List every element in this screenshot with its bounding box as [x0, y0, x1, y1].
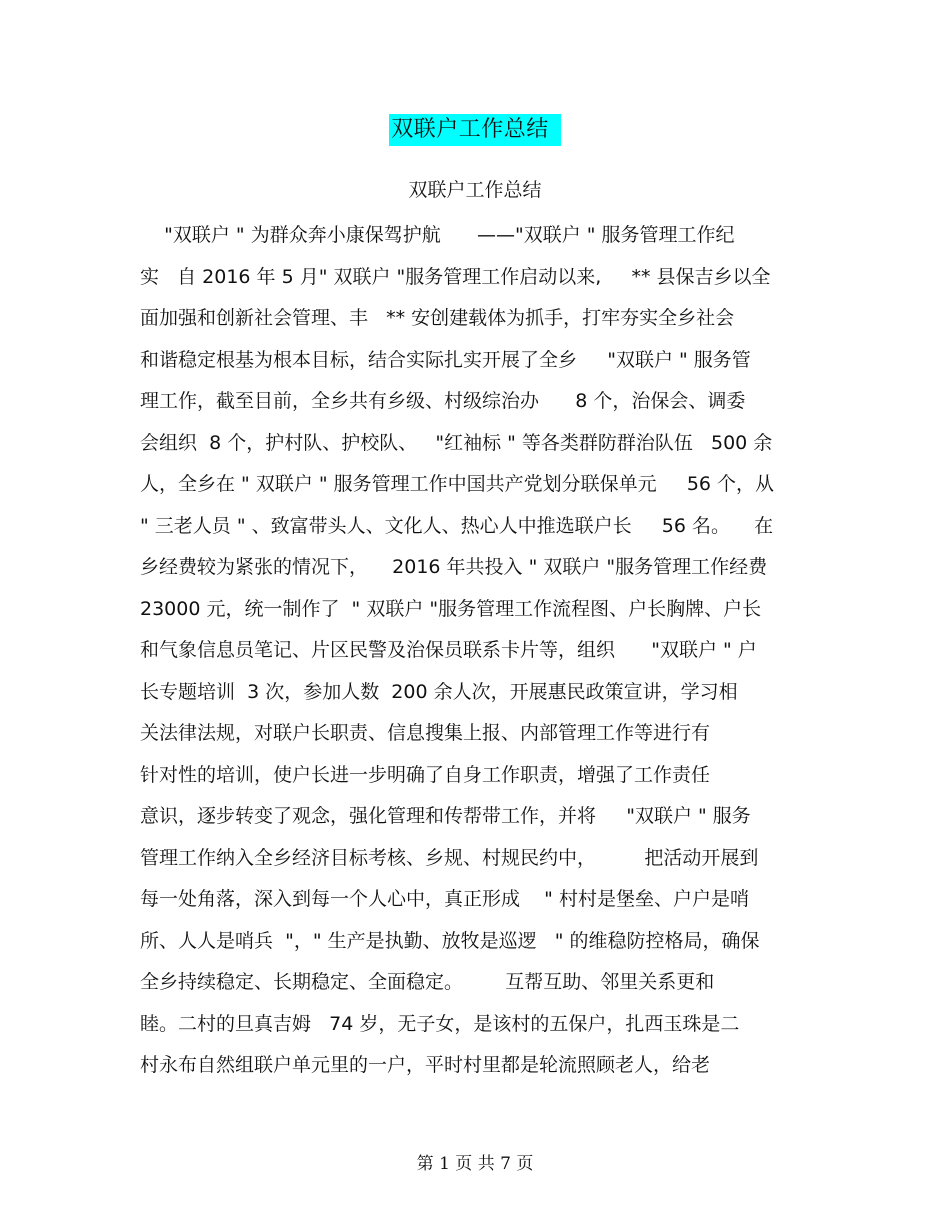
- body-line: 理工作，截至目前，全乡共有乡级、村级综治办 8 个，治保会、调委: [140, 390, 746, 412]
- body-line: 全乡持续稳定、长期稳定、全面稳定。 互帮互助、邻里关系更和: [140, 971, 715, 993]
- body-line: 关法律法规，对联户长职责、信息搜集上报、内部管理工作等进行有: [140, 722, 711, 744]
- document-subtitle: 双联户工作总结: [408, 179, 542, 201]
- body-line: "双联户 " 为群众奔小康保驾护航 ——"双联户 " 服务管理工作纪: [140, 224, 735, 246]
- document-title: 双联户工作总结: [389, 114, 561, 146]
- page-number-footer: 第 1 页 共 7 页: [416, 1154, 534, 1174]
- body-line: " 三老人员 " 、致富带头人、文化人、热心人中推选联户长 56 名。 在: [140, 514, 774, 537]
- body-line: 针对性的培训，使户长进一步明确了自身工作职责，增强了工作责任: [140, 763, 711, 786]
- body-line: 和气象信息员笔记、片区民警及治保员联系卡片等，组织 "双联户 " 户: [140, 639, 757, 661]
- body-line: 管理工作纳入全乡经济目标考核、乡规、村规民约中， 把活动开展到: [140, 846, 759, 869]
- body-line: 村永布自然组联户单元里的一户，平时村里都是轮流照顾老人，给老: [140, 1054, 711, 1076]
- body-line: 长专题培训 3 次，参加人数 200 余人次，开展惠民政策宣讲，学习相: [140, 680, 738, 703]
- body-line: 睦。二村的旦真吉姆 74 岁，无子女，是该村的五保户，扎西玉珠是二: [140, 1012, 740, 1035]
- title-container: [0, 114, 950, 146]
- body-line: 会组织 8 个，护村队、护校队、 "红袖标 " 等各类群防群治队伍 500 余: [140, 431, 773, 454]
- body-line: 意识，逐步转变了观念，强化管理和传帮带工作，并将 "双联户 " 服务: [140, 805, 751, 827]
- body-line: 每一处角落，深入到每一个人心中，真正形成 " 村村是堡垒、户户是哨: [140, 888, 749, 910]
- body-line: 所、人人是哨兵 "，" 生产是执勤、放牧是巡逻 " 的维稳防控格局，确保: [140, 929, 760, 952]
- body-line: 实 自 2016 年 5 月" 双联户 "服务管理工作启动以来, ** 县保吉乡以全: [140, 265, 771, 288]
- body-line: 乡经费较为紧张的情况下， 2016 年共投入 " 双联户 "服务管理工作经费: [140, 556, 768, 578]
- body-line: 和谐稳定根基为根本目标，结合实际扎实开展了全乡 "双联户 " 服务管: [140, 348, 751, 371]
- body-line: 面加强和创新社会管理、丰 ** 安创建载体为抓手，打牢夯实全乡社会: [140, 307, 735, 329]
- body-line: 人，全乡在 " 双联户 " 服务管理工作中国共产党划分联保单元 56 个，从: [140, 473, 775, 495]
- document-body: [140, 218, 820, 1090]
- body-line: 23000 元，统一制作了 " 双联户 "服务管理工作流程图、户长胸牌、户长: [140, 597, 762, 620]
